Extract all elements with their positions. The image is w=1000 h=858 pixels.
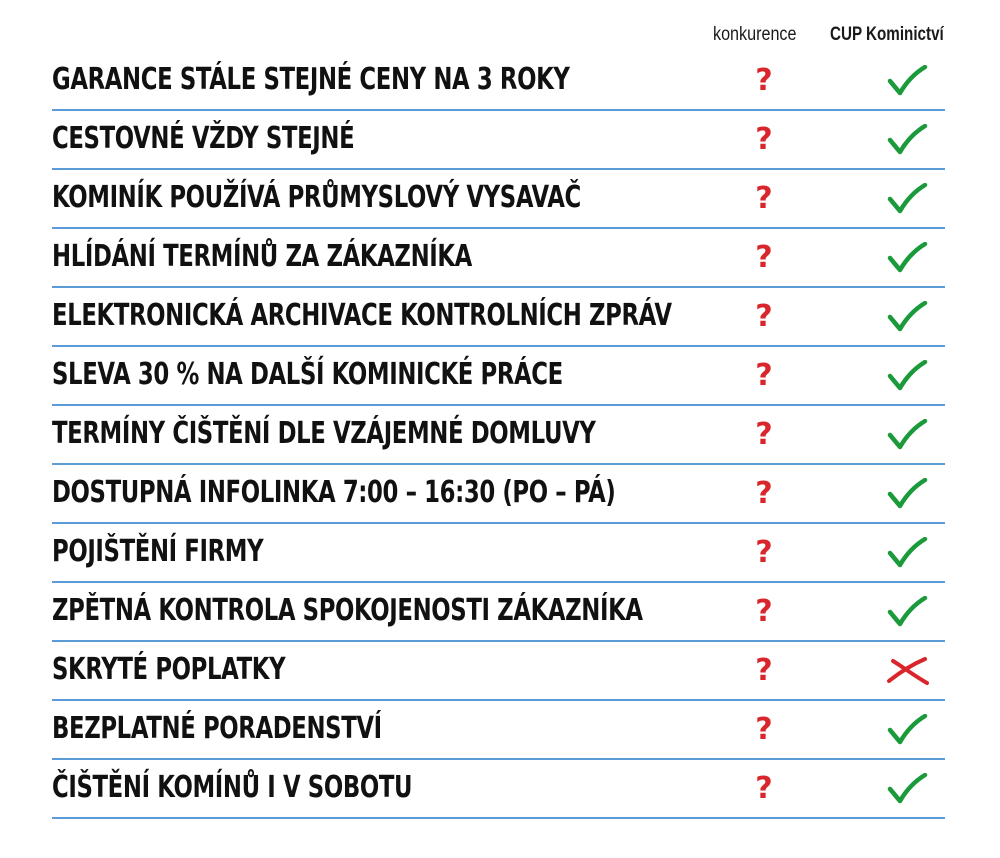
table-row: [52, 52, 945, 111]
question-mark-icon: ?: [755, 476, 773, 511]
check-icon: [885, 419, 929, 451]
check-icon: [885, 301, 929, 333]
feature-label: GARANCE STÁLE STEJNÉ CENY NA 3 ROKY: [52, 62, 570, 97]
feature-label: ČIŠTĚNÍ KOMÍNŮ I V SOBOTU: [52, 770, 413, 805]
table-row: [52, 524, 945, 583]
table-row: [52, 170, 945, 229]
feature-label: KOMINÍK POUŽÍVÁ PRŮMYSLOVÝ VYSAVAČ: [52, 180, 581, 215]
check-icon: [885, 537, 929, 569]
feature-label: SLEVA 30 % NA DALŠÍ KOMINICKÉ PRÁCE: [52, 357, 563, 392]
table-row: [52, 406, 945, 465]
table-row: [52, 701, 945, 760]
comparison-table: [52, 52, 945, 819]
question-mark-icon: ?: [755, 771, 773, 806]
question-mark-icon: ?: [755, 653, 773, 688]
feature-label: TERMÍNY ČIŠTĚNÍ DLE VZÁJEMNÉ DOMLUVY: [52, 416, 596, 451]
check-icon: [885, 183, 929, 215]
table-header: [0, 16, 1000, 52]
check-icon: [885, 596, 929, 628]
feature-label: POJIŠTĚNÍ FIRMY: [52, 534, 264, 569]
table-row: [52, 111, 945, 170]
competition-column-label: konkurence: [713, 24, 797, 45]
question-mark-icon: ?: [755, 63, 773, 98]
question-mark-icon: ?: [755, 181, 773, 216]
question-mark-icon: ?: [755, 299, 773, 334]
table-row: [52, 583, 945, 642]
cup-column-label: CUP Kominictví: [830, 24, 944, 45]
table-row: [52, 288, 945, 347]
feature-label: ZPĚTNÁ KONTROLA SPOKOJENOSTI ZÁKAZNÍKA: [52, 593, 643, 628]
feature-label: DOSTUPNÁ INFOLINKA 7:00 – 16:30 (PO – PÁ): [52, 475, 616, 510]
feature-label: HLÍDÁNÍ TERMÍNŮ ZA ZÁKAZNÍKA: [52, 239, 472, 274]
check-icon: [885, 478, 929, 510]
feature-label: SKRYTÉ POPLATKY: [52, 652, 286, 687]
check-icon: [885, 242, 929, 274]
check-icon: [885, 714, 929, 746]
table-row: [52, 465, 945, 524]
feature-label: CESTOVNÉ VŽDY STEJNÉ: [52, 121, 355, 156]
feature-label: BEZPLATNÉ PORADENSTVÍ: [52, 711, 382, 746]
table-row: [52, 642, 945, 701]
question-mark-icon: ?: [755, 358, 773, 393]
table-row: [52, 347, 945, 406]
check-icon: [885, 124, 929, 156]
question-mark-icon: ?: [755, 594, 773, 629]
question-mark-icon: ?: [755, 240, 773, 275]
feature-label: ELEKTRONICKÁ ARCHIVACE KONTROLNÍCH ZPRÁV: [52, 298, 672, 333]
check-icon: [885, 360, 929, 392]
cross-icon: [885, 655, 929, 687]
question-mark-icon: ?: [755, 535, 773, 570]
question-mark-icon: ?: [755, 712, 773, 747]
check-icon: [885, 773, 929, 805]
question-mark-icon: ?: [755, 122, 773, 157]
table-row: [52, 229, 945, 288]
question-mark-icon: ?: [755, 417, 773, 452]
table-row: [52, 760, 945, 819]
check-icon: [885, 65, 929, 97]
